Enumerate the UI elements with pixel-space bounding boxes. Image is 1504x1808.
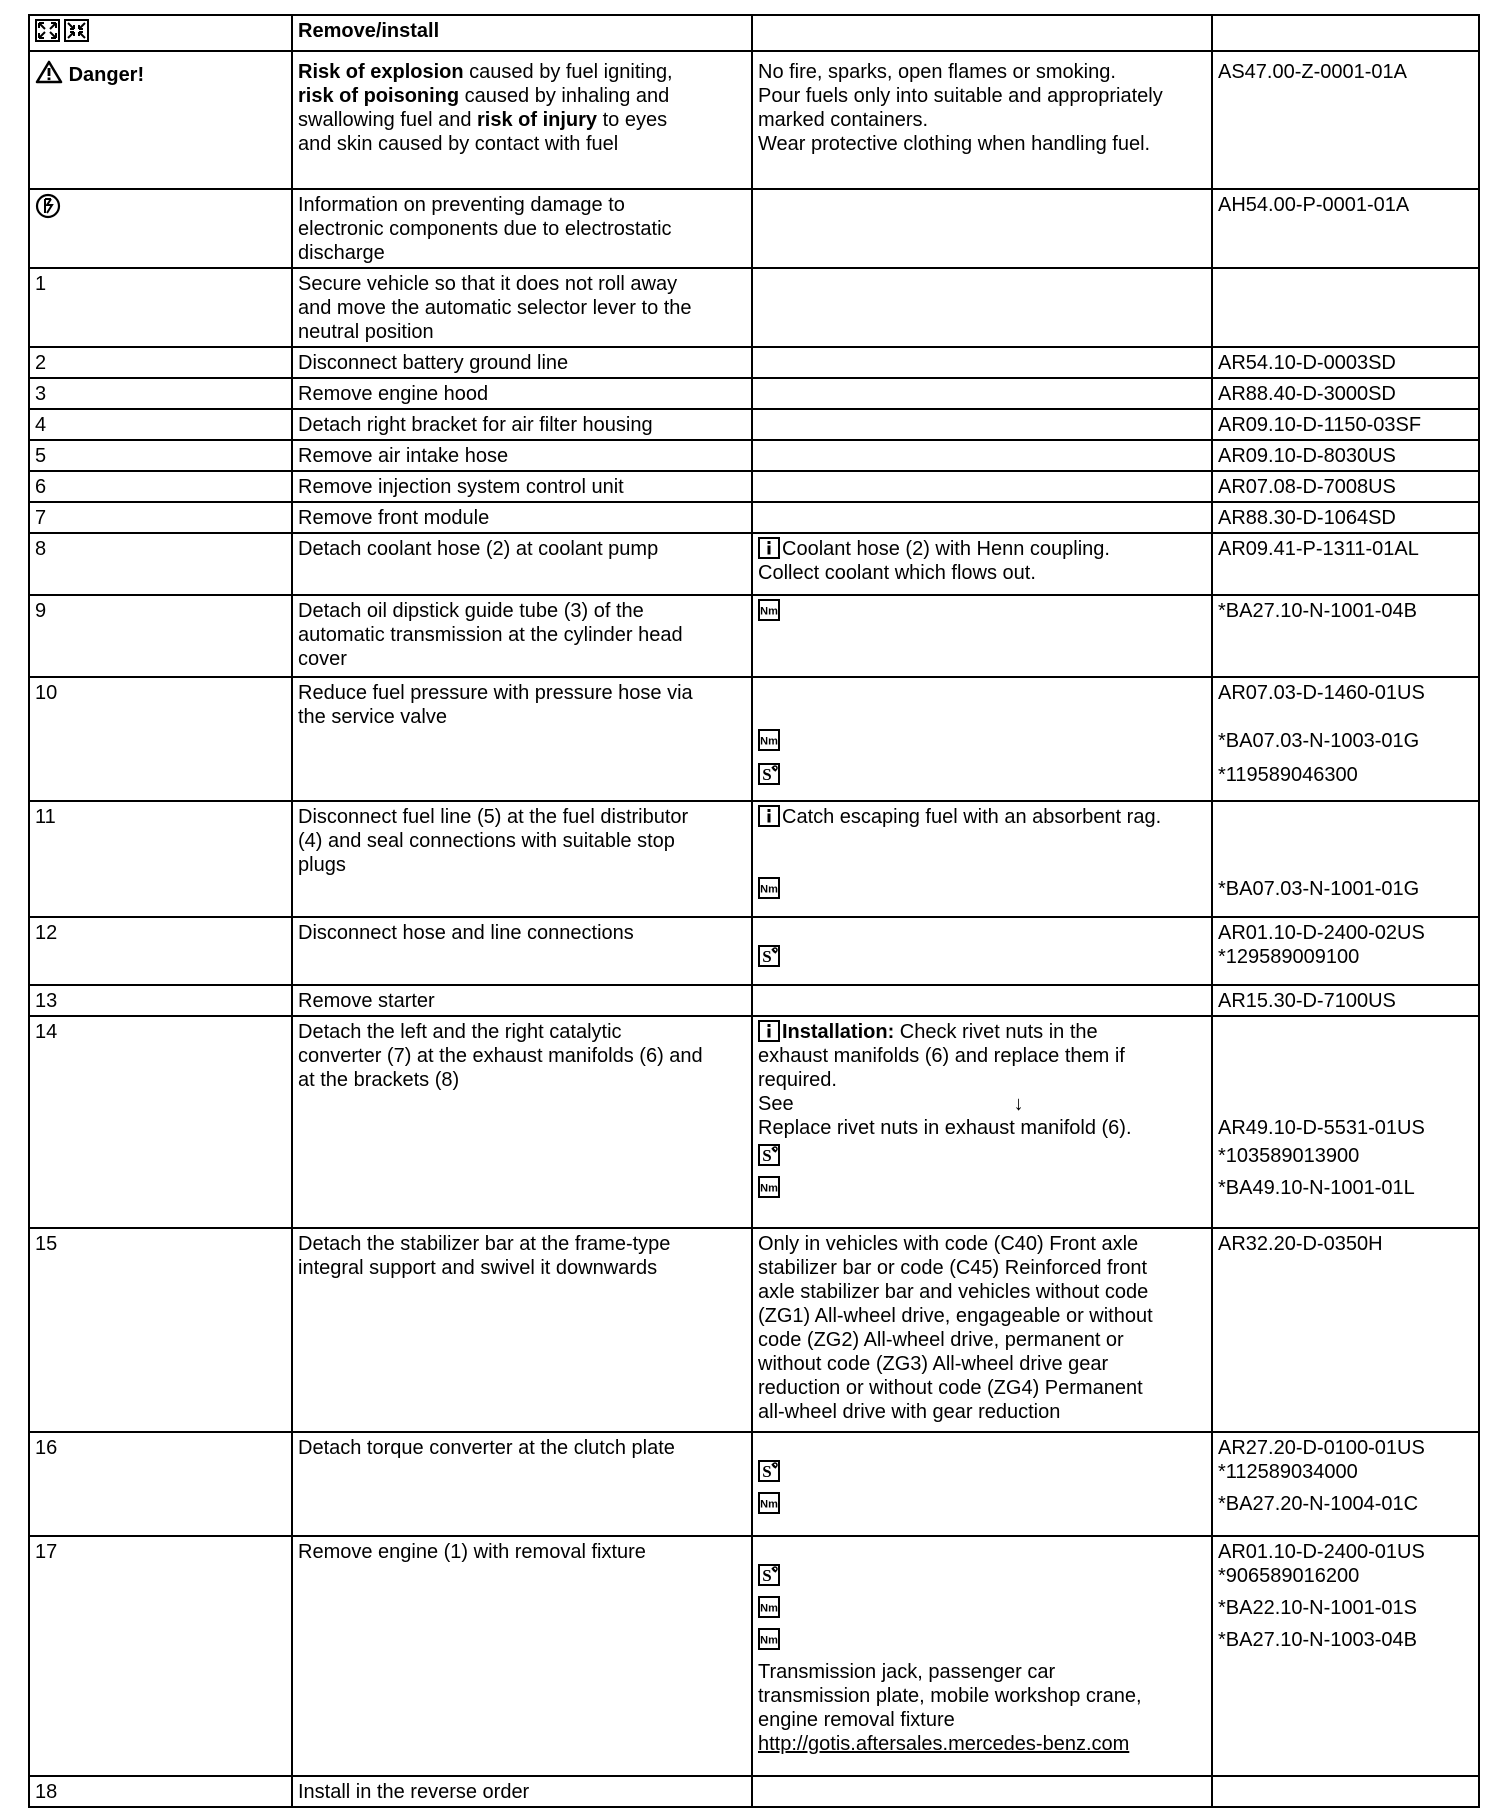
step-row-10: [29, 677, 1479, 801]
ref-link[interactable]: AR27.20-D-0100-01US: [1218, 1437, 1425, 1459]
ref-link[interactable]: AR09.41-P-1311-01AL: [1218, 538, 1419, 560]
step-notes: [752, 378, 1212, 409]
note-text: transmission plate, mobile workshop crane,: [758, 1685, 1142, 1707]
ref-link[interactable]: AR54.10-D-0003SD: [1218, 352, 1396, 374]
step-row-13: [29, 985, 1479, 1016]
see-label: See: [758, 1093, 794, 1115]
step-notes: [752, 440, 1212, 471]
step-number: 8: [29, 533, 292, 595]
esd-line: electronic components due to electrostatic: [298, 218, 672, 240]
info-icon: [758, 1020, 780, 1042]
torque-nm-icon[interactable]: [758, 1628, 780, 1650]
ref-link[interactable]: *BA27.20-N-1004-01C: [1218, 1493, 1419, 1515]
step-row-4: [29, 409, 1479, 440]
step-refs: [1212, 533, 1479, 595]
step-line: neutral position: [298, 321, 434, 343]
step-row-1: [29, 268, 1479, 347]
step-line: Detach oil dipstick guide tube (3) of the: [298, 600, 644, 622]
danger-ref: [1212, 51, 1479, 189]
header-row: [29, 15, 1479, 51]
step-description: [292, 801, 752, 917]
esd-ref: [1212, 189, 1479, 268]
step-number: 1: [29, 268, 292, 347]
ref-link[interactable]: AR88.40-D-3000SD: [1218, 383, 1396, 405]
special-tool-icon[interactable]: [758, 1564, 780, 1586]
step-refs: [1212, 1016, 1479, 1228]
step-description: Detach right bracket for air filter housing: [292, 409, 752, 440]
step-description: Remove air intake hose: [292, 440, 752, 471]
note-text: all-wheel drive with gear reduction: [758, 1401, 1061, 1423]
step-notes: [752, 917, 1212, 985]
info-icon: [758, 537, 780, 559]
special-tool-icon[interactable]: [758, 763, 780, 785]
procedure-document: [28, 14, 1478, 1808]
step-number: 5: [29, 440, 292, 471]
step-description: Disconnect hose and line connections: [292, 917, 752, 985]
note-text: required.: [758, 1069, 837, 1091]
step-line: automatic transmission at the cylinder head: [298, 624, 683, 646]
step-line: Secure vehicle so that it does not roll away: [298, 273, 678, 295]
danger-note-line: marked containers.: [758, 109, 929, 131]
danger-ref-link[interactable]: AS47.00-Z-0001-01A: [1218, 61, 1408, 83]
step-line: at the brackets (8): [298, 1069, 460, 1091]
ref-link[interactable]: *BA07.03-N-1001-01G: [1218, 878, 1420, 900]
step-line: Detach the stabilizer bar at the frame-type: [298, 1233, 671, 1255]
step-line: converter (7) at the exhaust manifolds (6) and: [298, 1045, 703, 1067]
step-number: 9: [29, 595, 292, 677]
step-refs: [1212, 801, 1479, 917]
step-description: Remove starter: [292, 985, 752, 1016]
ref-link[interactable]: AR09.10-D-8030US: [1218, 445, 1396, 467]
step-refs: [1212, 985, 1479, 1016]
step-number: 14: [29, 1016, 292, 1228]
danger-label: Danger!: [68, 64, 145, 86]
step-number: 2: [29, 347, 292, 378]
step-refs: [1212, 1432, 1479, 1536]
header-title: Remove/install: [292, 15, 752, 51]
step-notes: [752, 1432, 1212, 1536]
warning-triangle-icon: [35, 60, 63, 84]
torque-nm-icon[interactable]: [758, 877, 780, 899]
step-line: Disconnect fuel line (5) at the fuel distributor: [298, 806, 689, 828]
step-row-9: [29, 595, 1479, 677]
down-arrow-icon[interactable]: ↓: [1013, 1093, 1024, 1115]
note-text: Transmission jack, passenger car: [758, 1661, 1056, 1683]
step-notes: [752, 595, 1212, 677]
danger-label-cell: [29, 51, 292, 189]
step-number: 11: [29, 801, 292, 917]
step-row-17: [29, 1536, 1479, 1776]
risk-injury: risk of injury: [477, 109, 598, 131]
torque-nm-icon[interactable]: [758, 599, 780, 621]
note-text: Only in vehicles with code (C40) Front axle: [758, 1233, 1139, 1255]
step-number: 10: [29, 677, 292, 801]
step-row-18: [29, 1776, 1479, 1807]
replace-rivet-nuts-link[interactable]: Replace rivet nuts in exhaust manifold (6).: [758, 1117, 1132, 1139]
ref-link[interactable]: AR49.10-D-5531-01US: [1218, 1117, 1425, 1139]
step-description: Remove engine (1) with removal fixture: [292, 1536, 752, 1776]
step-description: Remove front module: [292, 502, 752, 533]
note-text: reduction or without code (ZG4) Permanent: [758, 1377, 1143, 1399]
step-description: Detach torque converter at the clutch plate: [292, 1432, 752, 1536]
note-text: axle stabilizer bar and vehicles without code: [758, 1281, 1149, 1303]
step-line: and move the automatic selector lever to the: [298, 297, 692, 319]
torque-nm-icon[interactable]: [758, 729, 780, 751]
step-row-5: [29, 440, 1479, 471]
special-tool-icon[interactable]: [758, 1460, 780, 1482]
note-text: without code (ZG3) All-wheel drive gear: [758, 1353, 1109, 1375]
esd-line: discharge: [298, 242, 385, 264]
step-description: Disconnect battery ground line: [292, 347, 752, 378]
step-description: [292, 268, 752, 347]
note-text: exhaust manifolds (6) and replace them if: [758, 1045, 1125, 1067]
step-line: Detach the left and the right catalytic: [298, 1021, 622, 1043]
step-notes: [752, 268, 1212, 347]
step-row-11: [29, 801, 1479, 917]
step-number: 17: [29, 1536, 292, 1776]
step-refs: [1212, 268, 1479, 347]
header-empty-notes: [752, 15, 1212, 51]
step-description: [292, 595, 752, 677]
step-row-12: [29, 917, 1479, 985]
step-refs: [1212, 409, 1479, 440]
risk-explosion: Risk of explosion: [298, 61, 464, 83]
note-text: Coolant hose (2) with Henn coupling.: [782, 538, 1110, 560]
danger-note-line: No fire, sparks, open flames or smoking.: [758, 61, 1116, 83]
step-refs: [1212, 471, 1479, 502]
esd-row: [29, 189, 1479, 268]
ref-link[interactable]: *BA49.10-N-1001-01L: [1218, 1177, 1415, 1199]
danger-text-4: to eyes: [597, 109, 668, 131]
torque-nm-icon[interactable]: [758, 1176, 780, 1198]
step-number: 3: [29, 378, 292, 409]
step-refs: [1212, 440, 1479, 471]
ref-link[interactable]: *119589046300: [1218, 764, 1358, 786]
step-number: 6: [29, 471, 292, 502]
step-line: the service valve: [298, 706, 447, 728]
danger-text-5: and skin caused by contact with fuel: [298, 133, 619, 155]
step-refs: [1212, 917, 1479, 985]
torque-nm-icon[interactable]: [758, 1492, 780, 1514]
danger-description: [292, 51, 752, 189]
step-row-3: [29, 378, 1479, 409]
special-tool-icon[interactable]: [758, 1144, 780, 1166]
esd-notes: [752, 189, 1212, 268]
collapse-icon[interactable]: [64, 19, 89, 42]
step-description: [292, 1016, 752, 1228]
note-text: Collect coolant which flows out.: [758, 562, 1036, 584]
ref-link[interactable]: AR09.10-D-1150-03SF: [1218, 414, 1422, 436]
header-icon-cell: [29, 15, 292, 51]
ref-link[interactable]: AR07.03-D-1460-01US: [1218, 682, 1425, 704]
gotis-link[interactable]: http://gotis.aftersales.mercedes-benz.com: [758, 1733, 1130, 1755]
step-row-8: [29, 533, 1479, 595]
step-refs: [1212, 1536, 1479, 1776]
step-number: 18: [29, 1776, 292, 1807]
special-tool-icon[interactable]: [758, 945, 780, 967]
step-notes: [752, 985, 1212, 1016]
step-description: [292, 1228, 752, 1432]
step-number: 12: [29, 917, 292, 985]
ref-link[interactable]: AR01.10-D-2400-01US: [1218, 1541, 1425, 1563]
step-number: 4: [29, 409, 292, 440]
info-icon: [758, 805, 780, 827]
expand-icon[interactable]: [35, 19, 60, 42]
ref-link[interactable]: AR15.30-D-7100US: [1218, 990, 1396, 1012]
step-row-6: [29, 471, 1479, 502]
esd-description: [292, 189, 752, 268]
installation-label: Installation:: [782, 1021, 895, 1043]
danger-note-line: Wear protective clothing when handling fuel.: [758, 133, 1151, 155]
step-line: Reduce fuel pressure with pressure hose via: [298, 682, 693, 704]
note-text: Catch escaping fuel with an absorbent rag.: [782, 806, 1162, 828]
step-description: Remove engine hood: [292, 378, 752, 409]
step-row-14: [29, 1016, 1479, 1228]
ref-link[interactable]: *BA27.10-N-1001-04B: [1218, 600, 1418, 622]
danger-text-3: swallowing fuel and: [298, 109, 477, 131]
step-line: integral support and swivel it downwards: [298, 1257, 658, 1279]
step-number: 16: [29, 1432, 292, 1536]
step-number: 13: [29, 985, 292, 1016]
step-refs: [1212, 1776, 1479, 1807]
ref-link[interactable]: *112589034000: [1218, 1461, 1358, 1483]
step-description: Install in the reverse order: [292, 1776, 752, 1807]
danger-text-2: caused by inhaling and: [459, 85, 670, 107]
step-number: 15: [29, 1228, 292, 1432]
step-line: (4) and seal connections with suitable stop: [298, 830, 675, 852]
step-notes: [752, 801, 1212, 917]
procedure-table: [28, 14, 1480, 1808]
note-text: (ZG1) All-wheel drive, engageable or without: [758, 1305, 1153, 1327]
step-notes: [752, 347, 1212, 378]
esd-ref-link[interactable]: AH54.00-P-0001-01A: [1218, 194, 1410, 216]
ref-link[interactable]: AR01.10-D-2400-02US: [1218, 922, 1425, 944]
step-notes: [752, 1536, 1212, 1776]
note-text: engine removal fixture: [758, 1709, 955, 1731]
ref-link[interactable]: *BA27.10-N-1003-04B: [1218, 1629, 1418, 1651]
step-notes: [752, 502, 1212, 533]
step-description: Detach coolant hose (2) at coolant pump: [292, 533, 752, 595]
note-text: Check rivet nuts in the: [894, 1021, 1098, 1043]
ref-link[interactable]: *BA22.10-N-1001-01S: [1218, 1597, 1418, 1619]
step-refs: [1212, 677, 1479, 801]
torque-nm-icon[interactable]: [758, 1596, 780, 1618]
danger-row: [29, 51, 1479, 189]
step-refs: [1212, 347, 1479, 378]
step-notes: [752, 533, 1212, 595]
ref-link[interactable]: AR32.20-D-0350H: [1218, 1233, 1383, 1255]
risk-poisoning: risk of poisoning: [298, 85, 460, 107]
ref-link[interactable]: *906589016200: [1218, 1565, 1360, 1587]
step-row-7: [29, 502, 1479, 533]
ref-link[interactable]: AR07.08-D-7008US: [1218, 476, 1396, 498]
step-number: 7: [29, 502, 292, 533]
step-refs: [1212, 1228, 1479, 1432]
step-refs: [1212, 502, 1479, 533]
step-notes: [752, 409, 1212, 440]
step-description: Remove injection system control unit: [292, 471, 752, 502]
step-line: cover: [298, 648, 347, 670]
step-line: plugs: [298, 854, 346, 876]
step-notes: [752, 1016, 1212, 1228]
step-description: [292, 677, 752, 801]
danger-note-line: Pour fuels only into suitable and appropriately: [758, 85, 1163, 107]
step-refs: [1212, 595, 1479, 677]
danger-notes: [752, 51, 1212, 189]
esd-line: Information on preventing damage to: [298, 194, 625, 216]
esd-icon-cell: [29, 189, 292, 268]
step-notes: [752, 1228, 1212, 1432]
step-notes: [752, 471, 1212, 502]
danger-text-1: caused by fuel igniting,: [463, 61, 673, 83]
esd-icon: [35, 193, 61, 219]
step-row-16: [29, 1432, 1479, 1536]
step-row-15: [29, 1228, 1479, 1432]
step-notes: [752, 677, 1212, 801]
ref-link[interactable]: *103589013900: [1218, 1145, 1360, 1167]
header-empty-refs: [1212, 15, 1479, 51]
ref-link[interactable]: *129589009100: [1218, 946, 1360, 968]
step-notes: [752, 1776, 1212, 1807]
ref-link[interactable]: *BA07.03-N-1003-01G: [1218, 730, 1420, 752]
note-text: stabilizer bar or code (C45) Reinforced front: [758, 1257, 1148, 1279]
step-refs: [1212, 378, 1479, 409]
step-row-2: [29, 347, 1479, 378]
note-text: code (ZG2) All-wheel drive, permanent or: [758, 1329, 1124, 1351]
ref-link[interactable]: AR88.30-D-1064SD: [1218, 507, 1396, 529]
